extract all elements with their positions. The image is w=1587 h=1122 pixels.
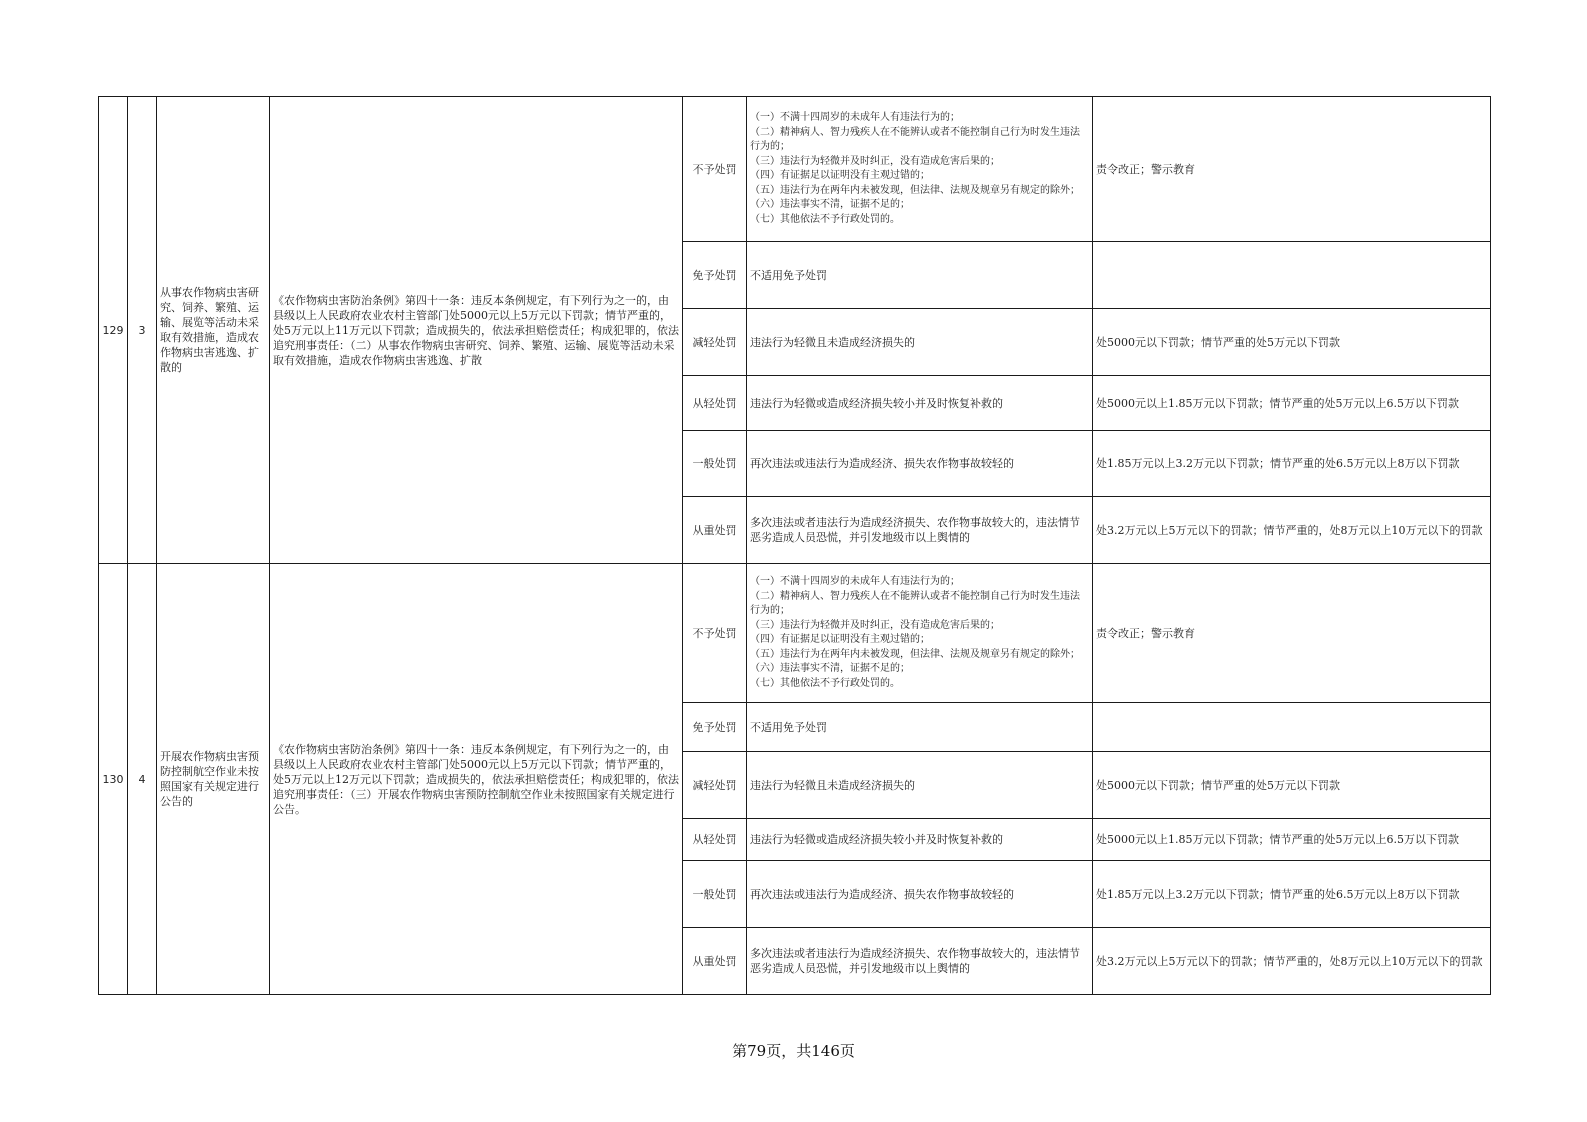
penalty-standard: 处5000元以上1.85万元以下罚款；情节严重的处5万元以上6.5万以下罚款 xyxy=(1093,376,1491,431)
table-row xyxy=(99,97,1491,242)
legal-basis: 《农作物病虫害防治条例》第四十一条：违反本条例规定，有下列行为之一的，由县级以上人民政府农业农村主管部门处5000元以上5万元以下罚款；情节严重的，处5万元以上12万元以下罚款；造成损失的，依法承担赔偿责任；构成犯罪的，依法追究刑事责任：（三）开展农作物病虫害预防控制航空作业未按照国家有关规定进行公告。 xyxy=(270,564,683,995)
table-row xyxy=(99,564,1491,703)
penalty-standard xyxy=(1093,703,1491,752)
page-footer: 第79页，共146页 xyxy=(732,1042,855,1060)
penalty-level: 免予处罚 xyxy=(683,242,747,309)
condition-item: （六）违法事实不清，证据不足的； xyxy=(750,199,910,210)
penalty-level: 从轻处罚 xyxy=(683,376,747,431)
penalty-level: 从重处罚 xyxy=(683,928,747,995)
penalty-condition: 违法行为轻微且未造成经济损失的 xyxy=(747,309,1093,376)
penalty-standard: 处1.85万元以上3.2万元以下罚款；情节严重的处6.5万元以上8万以下罚款 xyxy=(1093,861,1491,928)
item-index: 4 xyxy=(128,564,157,995)
condition-item: （四）有证据足以证明没有主观过错的； xyxy=(750,634,930,645)
violation-name: 从事农作物病虫害研究、饲养、繁殖、运输、展览等活动未采取有效措施，造成农作物病虫害逃逸、扩散的 xyxy=(157,97,270,564)
penalty-standard: 责令改正；警示教育 xyxy=(1093,97,1491,242)
penalty-standard: 处3.2万元以上5万元以下的罚款；情节严重的，处8万元以上10万元以下的罚款 xyxy=(1093,928,1491,995)
penalty-condition: 违法行为轻微或造成经济损失较小并及时恢复补救的 xyxy=(747,376,1093,431)
penalty-condition: 再次违法或违法行为造成经济、损失农作物事故较轻的 xyxy=(747,431,1093,497)
seq-number: 130 xyxy=(99,564,128,995)
penalty-condition: 违法行为轻微且未造成经济损失的 xyxy=(747,752,1093,819)
condition-item: （六）违法事实不清，证据不足的； xyxy=(750,663,910,674)
penalty-standard: 处5000元以下罚款；情节严重的处5万元以下罚款 xyxy=(1093,752,1491,819)
penalty-standard: 责令改正；警示教育 xyxy=(1093,564,1491,703)
penalty-condition: 多次违法或者违法行为造成经济损失、农作物事故较大的，违法情节恶劣造成人员恐慌，并引发地级市以上舆情的 xyxy=(747,497,1093,564)
condition-item: （七）其他依法不予行政处罚的。 xyxy=(750,213,900,225)
violation-name: 开展农作物病虫害预防控制航空作业未按照国家有关规定进行公告的 xyxy=(157,564,270,995)
penalty-standard: 处1.85万元以上3.2万元以下罚款；情节严重的处6.5万元以上8万以下罚款 xyxy=(1093,431,1491,497)
item-index: 3 xyxy=(128,97,157,564)
penalty-condition: 不适用免予处罚 xyxy=(747,703,1093,752)
penalty-condition: 违法行为轻微或造成经济损失较小并及时恢复补救的 xyxy=(747,819,1093,861)
penalty-table xyxy=(98,96,1491,995)
condition-item: （一）不满十四周岁的未成年人有违法行为的； xyxy=(750,576,960,587)
condition-list xyxy=(747,564,1093,703)
condition-item: （七）其他依法不予行政处罚的。 xyxy=(750,677,900,689)
penalty-standard: 处5000元以下罚款；情节严重的处5万元以下罚款 xyxy=(1093,309,1491,376)
penalty-level: 减轻处罚 xyxy=(683,309,747,376)
penalty-condition: 不适用免予处罚 xyxy=(747,242,1093,309)
condition-list xyxy=(747,97,1093,242)
penalty-condition: 再次违法或违法行为造成经济、损失农作物事故较轻的 xyxy=(747,861,1093,928)
condition-item: （五）违法行为在两年内未被发现，但法律、法规及规章另有规定的除外； xyxy=(750,648,1080,660)
condition-item: （三）违法行为轻微并及时纠正，没有造成危害后果的； xyxy=(750,155,1000,167)
legal-basis: 《农作物病虫害防治条例》第四十一条：违反本条例规定，有下列行为之一的，由县级以上人民政府农业农村主管部门处5000元以上5万元以下罚款；情节严重的，处5万元以上11万元以下罚款；造成损失的，依法承担赔偿责任；构成犯罪的，依法追究刑事责任：（二）从事农作物病虫害研究、饲养、繁殖、运输、展览等活动未采取有效措施，造成农作物病虫害逃逸、扩散 xyxy=(270,97,683,564)
condition-item: （五）违法行为在两年内未被发现，但法律、法规及规章另有规定的除外； xyxy=(750,184,1080,196)
penalty-level: 不予处罚 xyxy=(683,97,747,242)
penalty-standard: 处5000元以上1.85万元以下罚款；情节严重的处5万元以上6.5万以下罚款 xyxy=(1093,819,1491,861)
condition-item: （四）有证据足以证明没有主观过错的； xyxy=(750,170,930,181)
condition-item: （一）不满十四周岁的未成年人有违法行为的； xyxy=(750,112,960,123)
seq-number: 129 xyxy=(99,97,128,564)
penalty-level: 一般处罚 xyxy=(683,861,747,928)
penalty-level: 从重处罚 xyxy=(683,497,747,564)
condition-item: （二）精神病人、智力残疾人在不能辨认或者不能控制自己行为时发生违法行为的； xyxy=(750,590,1080,616)
penalty-level: 减轻处罚 xyxy=(683,752,747,819)
penalty-level: 一般处罚 xyxy=(683,431,747,497)
penalty-level: 不予处罚 xyxy=(683,564,747,703)
condition-item: （二）精神病人、智力残疾人在不能辨认或者不能控制自己行为时发生违法行为的； xyxy=(750,126,1080,152)
penalty-condition: 多次违法或者违法行为造成经济损失、农作物事故较大的，违法情节恶劣造成人员恐慌，并引发地级市以上舆情的 xyxy=(747,928,1093,995)
condition-item: （三）违法行为轻微并及时纠正，没有造成危害后果的； xyxy=(750,619,1000,631)
penalty-level: 从轻处罚 xyxy=(683,819,747,861)
penalty-standard: 处3.2万元以上5万元以下的罚款；情节严重的，处8万元以上10万元以下的罚款 xyxy=(1093,497,1491,564)
penalty-level: 免予处罚 xyxy=(683,703,747,752)
penalty-standard xyxy=(1093,242,1491,309)
